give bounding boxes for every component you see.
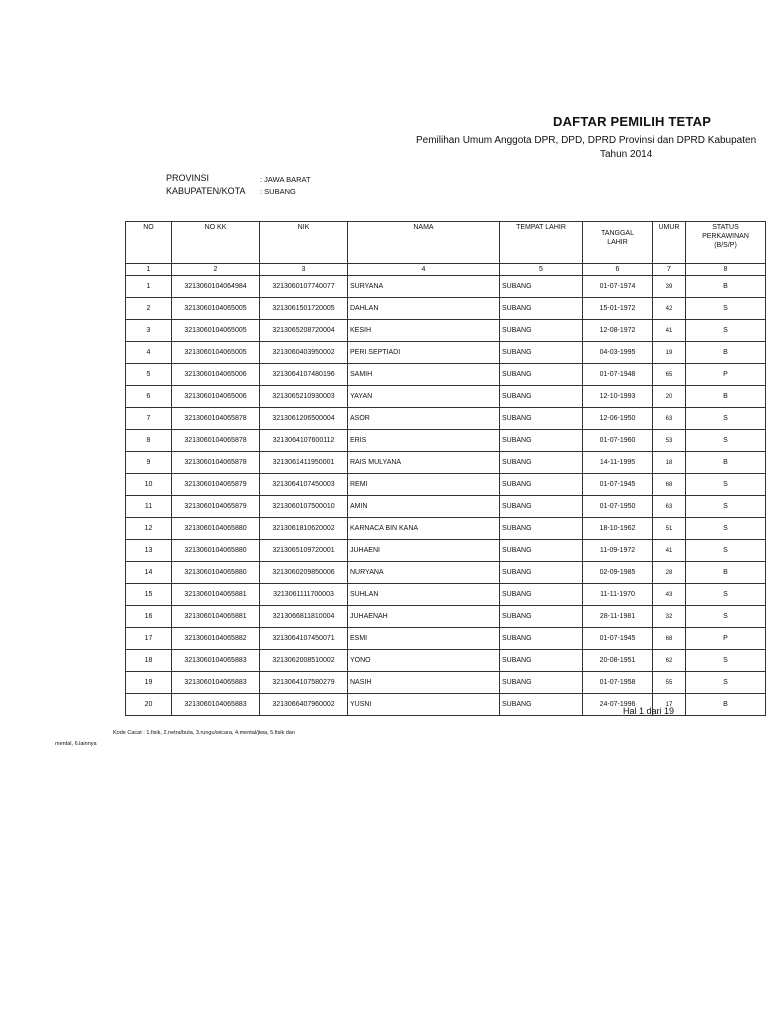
row-umur: 41	[653, 540, 686, 562]
page-indicator: Hal 1 dari 19	[623, 706, 675, 716]
row-nik: 3213062008510002	[260, 650, 348, 672]
row-tanggal-lahir: 20-08-1951	[583, 650, 653, 672]
row-tanggal-lahir: 12-06-1950	[583, 408, 653, 430]
row-umur: 43	[653, 584, 686, 606]
row-status: B	[686, 562, 766, 584]
table-row	[126, 606, 766, 628]
table-row	[126, 518, 766, 540]
column-number: 8	[686, 264, 766, 276]
row-no: 4	[126, 342, 172, 364]
row-umur: 63	[653, 496, 686, 518]
row-tanggal-lahir: 01-07-1974	[583, 276, 653, 298]
table-row	[126, 650, 766, 672]
column-number: 5	[500, 264, 583, 276]
row-umur: 39	[653, 276, 686, 298]
row-tanggal-lahir: 01-07-1950	[583, 496, 653, 518]
row-no-kk: 3213060104065878	[172, 430, 260, 452]
row-umur: 41	[653, 320, 686, 342]
row-status: B	[686, 342, 766, 364]
row-tempat-lahir: SUBANG	[500, 276, 583, 298]
row-no: 15	[126, 584, 172, 606]
row-tempat-lahir: SUBANG	[500, 562, 583, 584]
row-nik: 3213064107450003	[260, 474, 348, 496]
row-status: S	[686, 474, 766, 496]
kabupaten-value: : SUBANG	[260, 187, 296, 196]
row-umur: 63	[653, 408, 686, 430]
row-no: 3	[126, 320, 172, 342]
row-no-kk: 3213060104065883	[172, 672, 260, 694]
row-tempat-lahir: SUBANG	[500, 672, 583, 694]
row-nama: ESMI	[348, 628, 500, 650]
row-nama: ERIS	[348, 430, 500, 452]
row-nama: PERI SEPTIADI	[348, 342, 500, 364]
row-tempat-lahir: SUBANG	[500, 606, 583, 628]
row-nama: JUHAENI	[348, 540, 500, 562]
row-nik: 3213060107740077	[260, 276, 348, 298]
row-nik: 3213066811810004	[260, 606, 348, 628]
row-nama: ASOR	[348, 408, 500, 430]
row-status: S	[686, 298, 766, 320]
row-no: 12	[126, 518, 172, 540]
row-tempat-lahir: SUBANG	[500, 518, 583, 540]
column-number: 1	[126, 264, 172, 276]
row-tempat-lahir: SUBANG	[500, 452, 583, 474]
row-no-kk: 3213060104065882	[172, 628, 260, 650]
row-nama: REMI	[348, 474, 500, 496]
row-nik: 3213064107600112	[260, 430, 348, 452]
row-nama: AMIN	[348, 496, 500, 518]
column-number: 4	[348, 264, 500, 276]
row-umur: 51	[653, 518, 686, 540]
row-no-kk: 3213060104065006	[172, 386, 260, 408]
row-no-kk: 3213060104065879	[172, 474, 260, 496]
row-tanggal-lahir: 15-01-1972	[583, 298, 653, 320]
row-nik: 3213064107450071	[260, 628, 348, 650]
row-nama: JUHAENAH	[348, 606, 500, 628]
row-tanggal-lahir: 01-07-1958	[583, 672, 653, 694]
row-no: 2	[126, 298, 172, 320]
row-umur: 53	[653, 430, 686, 452]
document-title: DAFTAR PEMILIH TETAP	[553, 114, 712, 129]
table-row	[126, 430, 766, 452]
row-no-kk: 3213060104065878	[172, 452, 260, 474]
row-nik: 3213060107500010	[260, 496, 348, 518]
row-no-kk: 3213060104065881	[172, 584, 260, 606]
row-nama: NURYANA	[348, 562, 500, 584]
row-no-kk: 3213060104065878	[172, 408, 260, 430]
row-no: 17	[126, 628, 172, 650]
row-status: S	[686, 650, 766, 672]
column-number: 2	[172, 264, 260, 276]
row-status: S	[686, 606, 766, 628]
row-umur: 32	[653, 606, 686, 628]
row-no-kk: 3213060104065883	[172, 650, 260, 672]
row-status: S	[686, 540, 766, 562]
row-no-kk: 3213060104065880	[172, 540, 260, 562]
table-row	[126, 474, 766, 496]
row-no-kk: 3213060104065005	[172, 298, 260, 320]
row-umur: 19	[653, 342, 686, 364]
row-nik: 3213060403950002	[260, 342, 348, 364]
table-header-row	[126, 222, 766, 264]
row-no: 18	[126, 650, 172, 672]
row-status: S	[686, 408, 766, 430]
row-status: S	[686, 518, 766, 540]
row-status: B	[686, 694, 766, 716]
row-tanggal-lahir: 04-03-1995	[583, 342, 653, 364]
row-tanggal-lahir: 24-07-1996	[583, 694, 653, 716]
row-no: 11	[126, 496, 172, 518]
table-row	[126, 496, 766, 518]
row-tempat-lahir: SUBANG	[500, 320, 583, 342]
document-year: Tahun 2014	[600, 149, 653, 160]
row-status: S	[686, 320, 766, 342]
document-subtitle: Pemilihan Umum Anggota DPR, DPD, DPRD Provinsi dan DPRD Kabupaten	[416, 135, 757, 146]
row-nama: NASIH	[348, 672, 500, 694]
row-nama: SAMIH	[348, 364, 500, 386]
header-tanggal-lahir	[583, 222, 653, 264]
row-tanggal-lahir: 02-09-1985	[583, 562, 653, 584]
table-row	[126, 320, 766, 342]
row-tanggal-lahir: 28-11-1981	[583, 606, 653, 628]
table-row	[126, 276, 766, 298]
row-nik: 3213061501720005	[260, 298, 348, 320]
column-number: 7	[653, 264, 686, 276]
row-no-kk: 3213060104064984	[172, 276, 260, 298]
column-number: 3	[260, 264, 348, 276]
row-tanggal-lahir: 12-10-1993	[583, 386, 653, 408]
header-umur: UMUR	[653, 222, 686, 264]
row-no-kk: 3213060104065881	[172, 606, 260, 628]
header-tanggal-line1: TANGGAL	[601, 230, 634, 237]
row-status: P	[686, 364, 766, 386]
row-status: B	[686, 452, 766, 474]
row-nama: YAYAN	[348, 386, 500, 408]
row-tempat-lahir: SUBANG	[500, 298, 583, 320]
row-tanggal-lahir: 12-08-1972	[583, 320, 653, 342]
row-tempat-lahir: SUBANG	[500, 474, 583, 496]
row-no-kk: 3213060104065005	[172, 342, 260, 364]
row-status: B	[686, 386, 766, 408]
row-no: 10	[126, 474, 172, 496]
row-nik: 3213066407960002	[260, 694, 348, 716]
table-row	[126, 364, 766, 386]
row-tempat-lahir: SUBANG	[500, 584, 583, 606]
row-umur: 65	[653, 364, 686, 386]
row-nama: SURYANA	[348, 276, 500, 298]
row-tanggal-lahir: 11-11-1970	[583, 584, 653, 606]
table-row	[126, 562, 766, 584]
row-nik: 3213064107580279	[260, 672, 348, 694]
header-tempat-lahir: TEMPAT LAHIR	[500, 222, 583, 264]
row-tanggal-lahir: 18-10-1962	[583, 518, 653, 540]
row-nik: 3213065210930003	[260, 386, 348, 408]
row-nama: YUSNI	[348, 694, 500, 716]
row-nik: 3213064107480196	[260, 364, 348, 386]
table-row	[126, 452, 766, 474]
row-no: 7	[126, 408, 172, 430]
kabupaten-label: KABUPATEN/KOTA	[166, 186, 246, 196]
row-no: 6	[126, 386, 172, 408]
row-umur: 55	[653, 672, 686, 694]
row-no: 14	[126, 562, 172, 584]
row-umur: 68	[653, 628, 686, 650]
row-tempat-lahir: SUBANG	[500, 342, 583, 364]
row-tanggal-lahir: 01-07-1945	[583, 628, 653, 650]
row-nama: KARNACA BIN KANA	[348, 518, 500, 540]
row-no: 1	[126, 276, 172, 298]
row-tanggal-lahir: 01-07-1948	[583, 364, 653, 386]
header-status	[686, 222, 766, 264]
provinsi-value: : JAWA BARAT	[260, 175, 311, 184]
row-no: 16	[126, 606, 172, 628]
table-row	[126, 672, 766, 694]
row-nama: KESIH	[348, 320, 500, 342]
row-status: S	[686, 584, 766, 606]
row-status: S	[686, 672, 766, 694]
row-tanggal-lahir: 14-11-1995	[583, 452, 653, 474]
row-status: P	[686, 628, 766, 650]
row-tempat-lahir: SUBANG	[500, 364, 583, 386]
row-no-kk: 3213060104065879	[172, 496, 260, 518]
row-umur: 20	[653, 386, 686, 408]
row-no: 8	[126, 430, 172, 452]
row-nama: RAIS MULYANA	[348, 452, 500, 474]
row-status: S	[686, 430, 766, 452]
row-no-kk: 3213060104065005	[172, 320, 260, 342]
header-nama: NAMA	[348, 222, 500, 264]
row-no: 5	[126, 364, 172, 386]
row-umur: 17	[653, 694, 686, 716]
row-status: S	[686, 496, 766, 518]
row-no-kk: 3213060104065883	[172, 694, 260, 716]
table-row	[126, 628, 766, 650]
row-no-kk: 3213060104065880	[172, 562, 260, 584]
row-tempat-lahir: SUBANG	[500, 694, 583, 716]
table-row	[126, 298, 766, 320]
row-tempat-lahir: SUBANG	[500, 540, 583, 562]
row-nik: 3213061111700003	[260, 584, 348, 606]
row-tempat-lahir: SUBANG	[500, 430, 583, 452]
row-nik: 3213065208720004	[260, 320, 348, 342]
row-tanggal-lahir: 11-09-1972	[583, 540, 653, 562]
row-nik: 3213060209850006	[260, 562, 348, 584]
row-tempat-lahir: SUBANG	[500, 650, 583, 672]
row-tanggal-lahir: 01-07-1945	[583, 474, 653, 496]
table-row	[126, 540, 766, 562]
row-nama: DAHLAN	[348, 298, 500, 320]
table-row	[126, 342, 766, 364]
header-nik: NIK	[260, 222, 348, 264]
row-nama: SUHLAN	[348, 584, 500, 606]
header-tanggal-line2: LAHIR	[607, 239, 628, 246]
header-no-kk: NO KK	[172, 222, 260, 264]
disability-code-note: Kode Cacat : 1.fisik, 2.netra/buta, 3.rungu/wicara, 4.mental/jiwa, 5.fisik dan	[113, 730, 295, 736]
row-nik: 3213065109720001	[260, 540, 348, 562]
table-row	[126, 584, 766, 606]
row-tempat-lahir: SUBANG	[500, 496, 583, 518]
table-row	[126, 386, 766, 408]
row-umur: 18	[653, 452, 686, 474]
provinsi-label: PROVINSI	[166, 173, 210, 183]
row-status: B	[686, 276, 766, 298]
column-number: 6	[583, 264, 653, 276]
row-no: 9	[126, 452, 172, 474]
header-status-line2: PERKAWINAN	[702, 233, 749, 240]
row-umur: 28	[653, 562, 686, 584]
row-no: 20	[126, 694, 172, 716]
row-tempat-lahir: SUBANG	[500, 386, 583, 408]
header-status-line1: STATUS	[712, 224, 739, 231]
row-no: 19	[126, 672, 172, 694]
disability-code-note-cont: mental, 6.lainnya	[55, 741, 97, 747]
row-tempat-lahir: SUBANG	[500, 628, 583, 650]
column-number-row	[126, 264, 766, 276]
header-status-line3: (B/S/P)	[714, 242, 737, 249]
row-nik: 3213061411950001	[260, 452, 348, 474]
header-no: NO	[126, 222, 172, 264]
row-umur: 68	[653, 474, 686, 496]
row-tempat-lahir: SUBANG	[500, 408, 583, 430]
row-nik: 3213061206500004	[260, 408, 348, 430]
row-umur: 42	[653, 298, 686, 320]
row-umur: 62	[653, 650, 686, 672]
row-nik: 3213061810620002	[260, 518, 348, 540]
voter-table	[125, 221, 766, 716]
table-row	[126, 408, 766, 430]
row-no: 13	[126, 540, 172, 562]
row-nama: YONO	[348, 650, 500, 672]
row-tanggal-lahir: 01-07-1960	[583, 430, 653, 452]
row-no-kk: 3213060104065006	[172, 364, 260, 386]
row-no-kk: 3213060104065880	[172, 518, 260, 540]
